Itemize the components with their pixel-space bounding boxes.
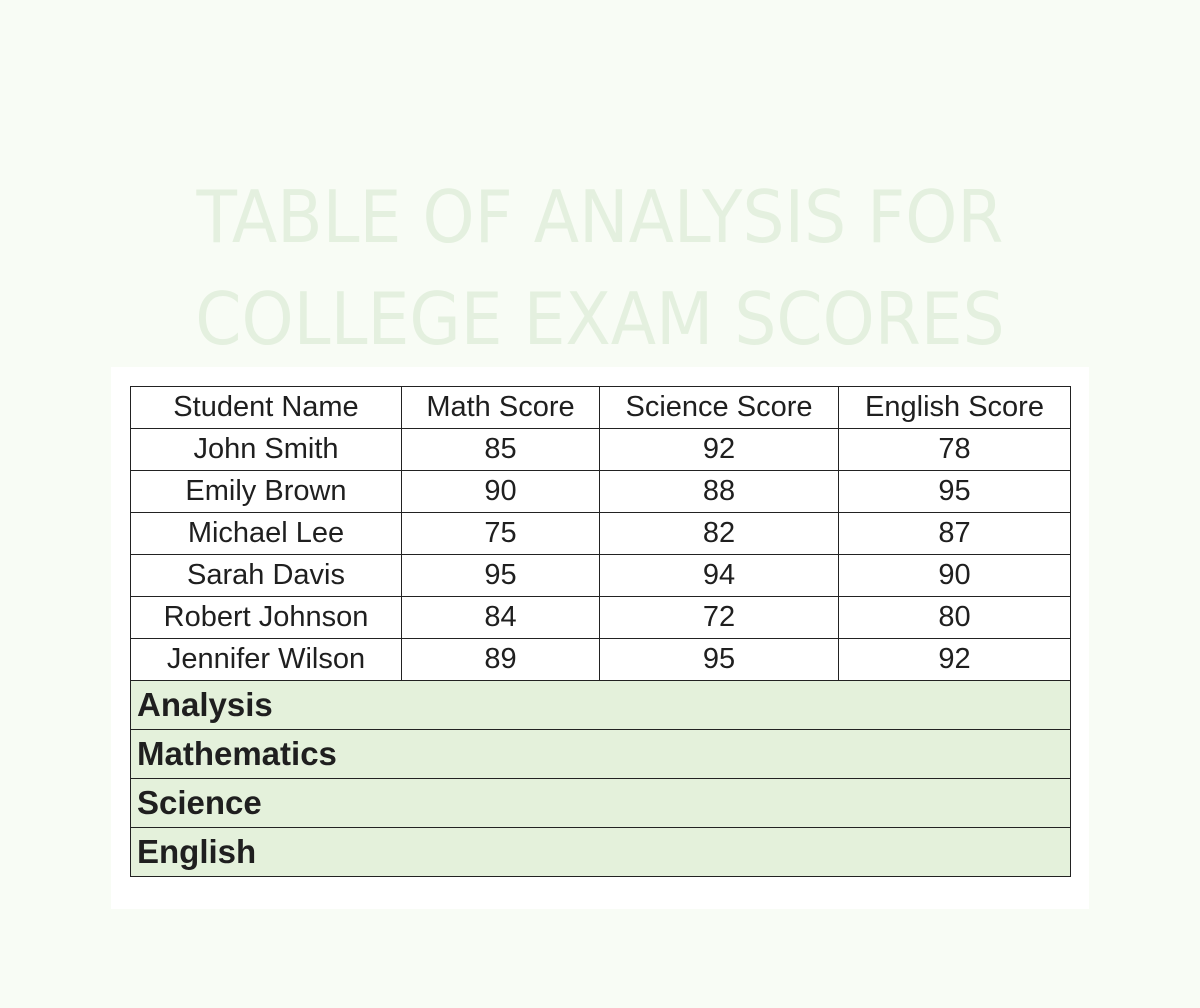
table-row bbox=[131, 555, 1071, 597]
student-name-cell: Robert Johnson bbox=[131, 597, 402, 639]
table-row bbox=[131, 639, 1071, 681]
science-score-cell: 94 bbox=[600, 555, 839, 597]
student-name-cell: Michael Lee bbox=[131, 513, 402, 555]
english-score-cell: 87 bbox=[839, 513, 1071, 555]
math-score-cell: 75 bbox=[402, 513, 600, 555]
english-score-cell: 90 bbox=[839, 555, 1071, 597]
student-name-cell: John Smith bbox=[131, 429, 402, 471]
analysis-row-english bbox=[131, 828, 1071, 877]
analysis-header-cell: Analysis bbox=[131, 681, 1071, 730]
header-english-score: English Score bbox=[839, 387, 1071, 429]
english-score-cell: 78 bbox=[839, 429, 1071, 471]
science-score-cell: 82 bbox=[600, 513, 839, 555]
analysis-row-mathematics bbox=[131, 730, 1071, 779]
header-math-score: Math Score bbox=[402, 387, 600, 429]
page-title-line-1: TABLE OF ANALYSIS FOR bbox=[196, 175, 1004, 260]
page-title bbox=[48, 166, 1152, 370]
header-science-score: Science Score bbox=[600, 387, 839, 429]
analysis-row-science bbox=[131, 779, 1071, 828]
student-name-cell: Sarah Davis bbox=[131, 555, 402, 597]
science-score-cell: 92 bbox=[600, 429, 839, 471]
english-score-cell: 92 bbox=[839, 639, 1071, 681]
science-score-cell: 95 bbox=[600, 639, 839, 681]
student-name-cell: Jennifer Wilson bbox=[131, 639, 402, 681]
table-row bbox=[131, 597, 1071, 639]
math-score-cell: 90 bbox=[402, 471, 600, 513]
header-row bbox=[131, 387, 1071, 429]
header-student-name: Student Name bbox=[131, 387, 402, 429]
analysis-english-cell: English bbox=[131, 828, 1071, 877]
science-score-cell: 88 bbox=[600, 471, 839, 513]
math-score-cell: 84 bbox=[402, 597, 600, 639]
analysis-science-cell: Science bbox=[131, 779, 1071, 828]
math-score-cell: 89 bbox=[402, 639, 600, 681]
english-score-cell: 95 bbox=[839, 471, 1071, 513]
analysis-mathematics-cell: Mathematics bbox=[131, 730, 1071, 779]
english-score-cell: 80 bbox=[839, 597, 1071, 639]
math-score-cell: 85 bbox=[402, 429, 600, 471]
table-row bbox=[131, 429, 1071, 471]
table-row bbox=[131, 513, 1071, 555]
scores-table bbox=[130, 386, 1071, 877]
science-score-cell: 72 bbox=[600, 597, 839, 639]
analysis-header-row bbox=[131, 681, 1071, 730]
math-score-cell: 95 bbox=[402, 555, 600, 597]
table-row bbox=[131, 471, 1071, 513]
student-name-cell: Emily Brown bbox=[131, 471, 402, 513]
page-title-line-2: COLLEGE EXAM SCORES bbox=[195, 277, 1005, 362]
